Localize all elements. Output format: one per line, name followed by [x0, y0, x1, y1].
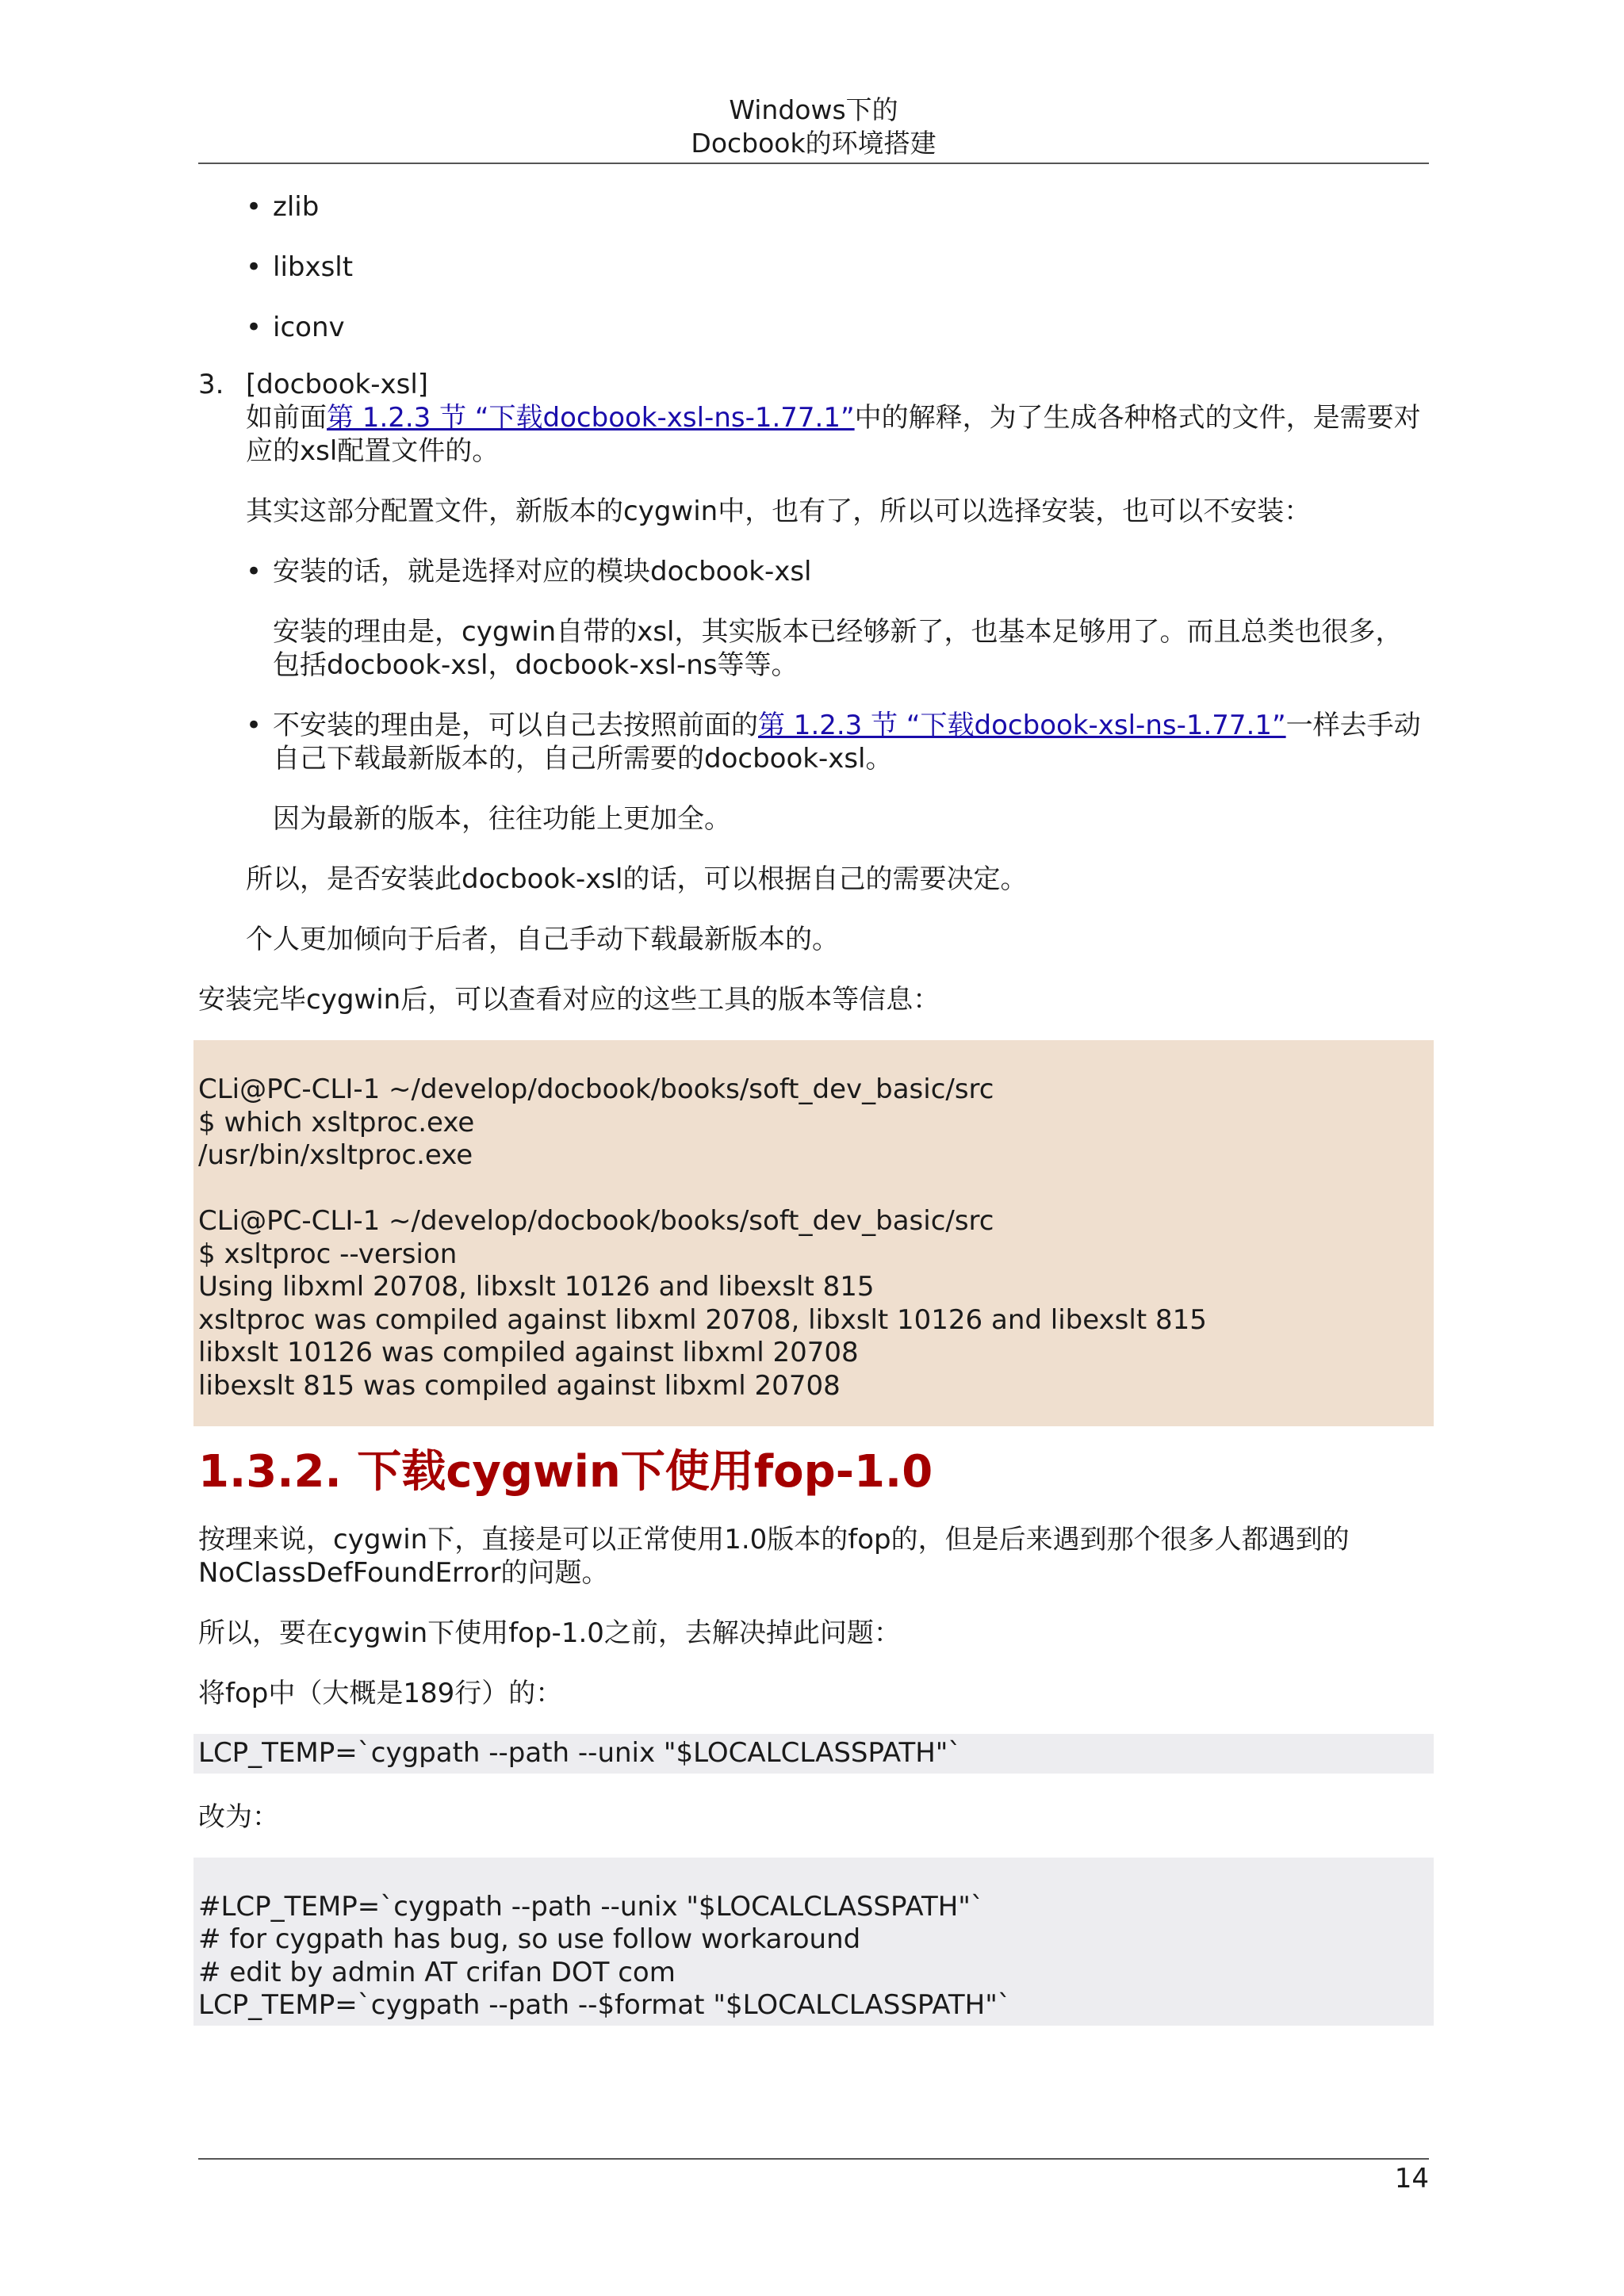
main-content [198, 190, 1429, 2026]
paragraph: 个人更加倾向于后者，自己手动下载最新版本的。 [246, 924, 839, 955]
running-header [198, 94, 1429, 160]
cross-reference-link[interactable]: 第 1.2.3 节 “下载docbook-xsl-ns-1.77.1” [758, 710, 1286, 741]
list-item: • zlib [246, 191, 320, 223]
bullet: • [246, 251, 262, 283]
list-item: • 不安装的理由是，可以自己去按照前面的第 1.2.3 节 “下载docbook-xsl-ns-1.77.1”一样去手动自己下载最新版本的，自己所需要的docbook-xsl。 因为最新的版本，往往功能上更加全。 [246, 710, 1421, 835]
item-paragraph: 其实这部分配置文件，新版本的cygwin中，也有了，所以可以选择安装，也可以不安装： [246, 496, 1312, 527]
paragraph: 改为： [198, 1800, 279, 1833]
section-heading: 1.3.2. 下载cygwin下使用fop-1.0 [198, 1446, 933, 1498]
paragraph: 按理来说，cygwin下，直接是可以正常使用1.0版本的fop的，但是后来遇到那个很多人都遇到的NoClassDefFoundError的问题。 [198, 1524, 1350, 1589]
bullet: • [246, 710, 262, 741]
code-block: #LCP_TEMP=`cygpath --path --unix "$LOCALCLASSPATH"` # for cygpath has bug, so use follow workaround # edit by admin AT crifan DOT com LCP_TEMP=`cygpath --path --$format "$LOCALCLASSPATH"` [193, 1858, 1434, 2026]
list-item: • iconv [246, 312, 345, 343]
header-line-1: Windows下的 [729, 94, 898, 125]
numbered-item-3 [198, 368, 1429, 528]
cross-reference-link[interactable]: 第 1.2.3 节 “下载docbook-xsl-ns-1.77.1” [327, 402, 855, 434]
page-number: 14 [1394, 2163, 1429, 2195]
list-item: • libxslt [246, 251, 354, 283]
paragraph: 将fop中（大概是189行）的： [198, 1678, 563, 1709]
list-item: • 安装的话，就是选择对应的模块docbook-xsl 安装的理由是，cygwin自带的xsl，其实版本已经够新了，也基本足够用了。而且总类也很多，包括docbook-xsl，docbook-xsl-ns等等。 [246, 556, 1403, 681]
bullet: • [246, 191, 262, 223]
code-block: LCP_TEMP=`cygpath --path --unix "$LOCALCLASSPATH"` [193, 1734, 1434, 1774]
footer-rule [198, 2158, 1429, 2160]
code-block: CLi@PC-CLI-1 ~/develop/docbook/books/soft_dev_basic/src $ which xsltproc.exe /usr/bin/xsltproc.exe CLi@PC-CLI-1 ~/develop/docbook/books/soft_dev_basic/src $ xsltproc --version Using libxml 20708, libxslt 10126 and libexslt 815 xsltproc was compiled against libxml 20708, libxslt 10126 and libexslt 815 libxslt 10126 was compiled against libxml 20708 libexslt 815 was compiled against libxml 20708 [193, 1040, 1434, 1426]
header-line-2: Docbook的环境搭建 [691, 128, 936, 159]
item-number: 3. [198, 369, 224, 400]
paragraph: 安装完毕cygwin后，可以查看对应的这些工具的版本等信息： [198, 984, 940, 1016]
paragraph: 所以，要在cygwin下使用fop-1.0之前，去解决掉此问题： [198, 1617, 901, 1649]
item-title: [docbook-xsl] [246, 369, 429, 400]
paragraph: 所以，是否安装此docbook-xsl的话，可以根据自己的需要决定。 [246, 863, 1028, 895]
header-rule [198, 163, 1429, 164]
item-paragraph: 如前面第 1.2.3 节 “下载docbook-xsl-ns-1.77.1”中的解释，为了生成各种格式的文件，是需要对应的xsl配置文件的。 [246, 402, 1421, 467]
bullet: • [246, 312, 262, 343]
bullet: • [246, 556, 262, 587]
